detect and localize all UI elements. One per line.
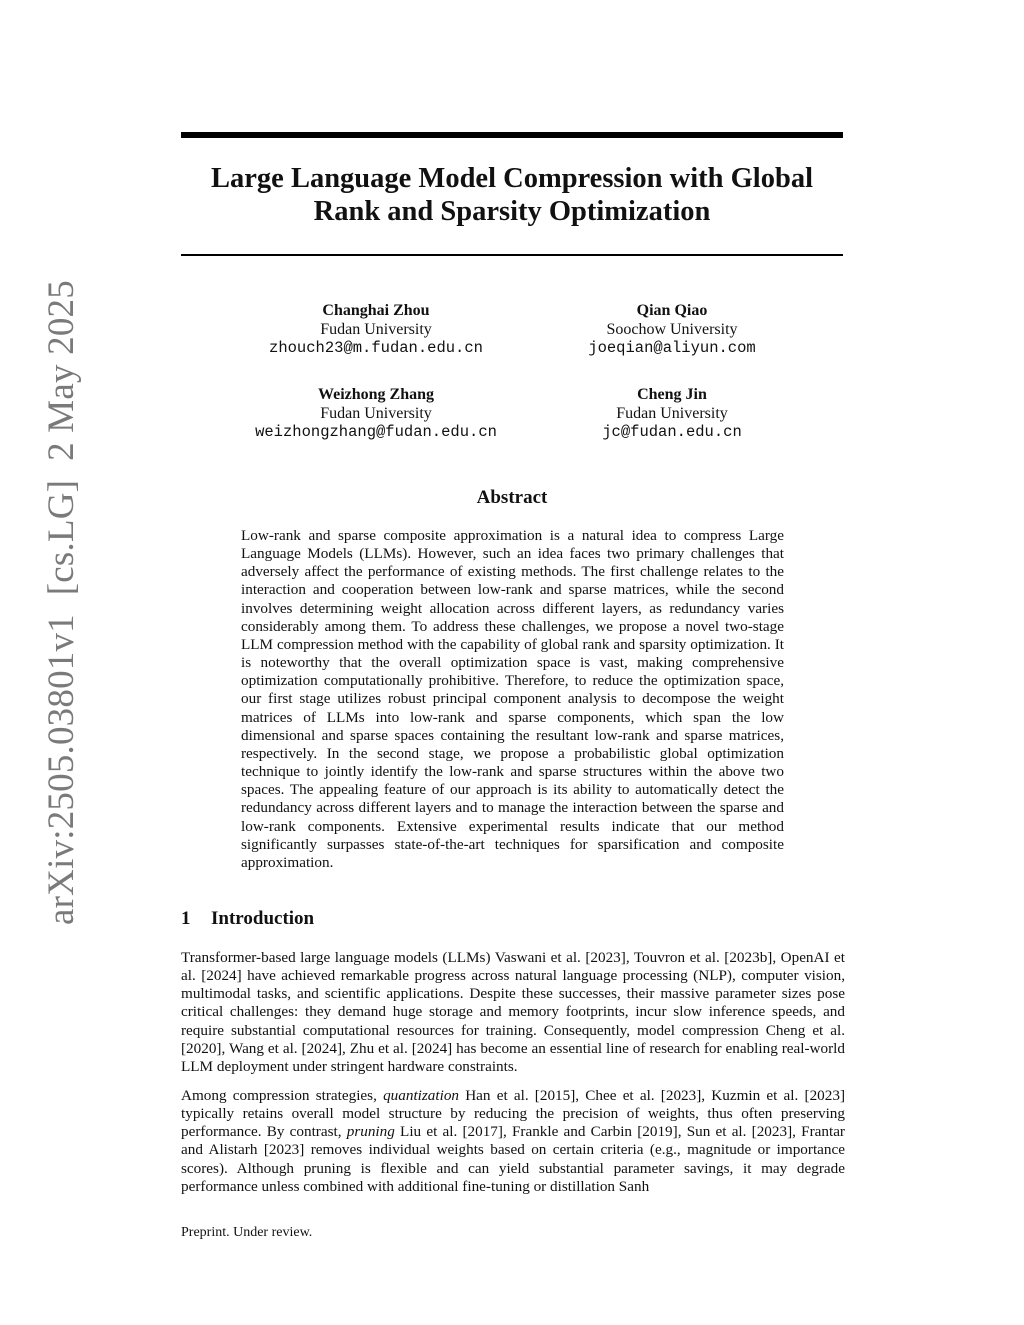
author-email: weizhongzhang@fudan.edu.cn [255,423,497,441]
paragraph-text: Liu et al. [2017], Frankle and Carbin [2019], Sun et al. [2023], Frantar and Alistarh [2023] removes individual weights based on certain criteria (e.g., magnitude or importance scores). Although pruning is flexible and can yield substantial parameter savings, it may degrade performance unless combined with additional fine-tuning or distillation Sanh [181,1123,845,1195]
author-affiliation: Soochow University [606,321,738,338]
author-block [512,301,832,358]
author-name: Weizhong Zhang [317,386,435,403]
preprint-footer: Preprint. Under review. [181,1225,313,1240]
title-line: Large Language Model Compression with Global [211,163,813,194]
paper-title [181,162,843,228]
author-affiliation: Fudan University [320,321,432,338]
emphasized-term: quantization [383,1087,460,1104]
intro-paragraph-1: Transformer-based large language models (LLMs) Vaswani et al. [2023], Touvron et al. [2023b], OpenAI et al. [2024] have achieved remarkable progress across natural language processing (NLP), computer vision, multimodal tasks, and scientific applications. Despite these successes, their massive parameter sizes pose critical challenges: they demand huge storage and memory footprints, incur slow inference speeds, and require substantial computational resources for training. Consequently, model compression Cheng et al. [2020], Wang et al. [2024], Zhu et al. [2024] has become an essential line of research for enabling real-world LLM deployment under stringent hardware constraints. [181,949,845,1075]
author-block [216,385,536,442]
author-affiliation: Fudan University [320,405,432,422]
author-affiliation: Fudan University [616,405,728,422]
section-heading [181,907,314,931]
section-title: Introduction [211,908,315,929]
author-name: Qian Qiao [636,302,708,319]
title-line: Rank and Sparsity Optimization [313,196,711,227]
intro-paragraph-2 [181,1087,845,1196]
section-number: 1 [181,908,191,929]
author-block [216,301,536,358]
title-top-rule [181,132,843,138]
paragraph-text: Among compression strategies, [181,1087,384,1104]
emphasized-term: pruning [346,1123,395,1141]
author-email: jc@fudan.edu.cn [602,423,742,441]
arxiv-identifier-stamp: arXiv:2505.03801v1 [cs.LG] 2 May 2025 [41,280,82,925]
title-bottom-rule [181,254,843,256]
author-name: Cheng Jin [637,386,707,403]
author-email: zhouch23@m.fudan.edu.cn [269,339,483,357]
author-name: Changhai Zhou [322,302,430,319]
paragraph-text: Han et al. [2015], Chee et al. [2023], Kuzmin et al. [2023] typically retains overall model structure by reducing the precision of weights, thus often preserving performance. By contrast, [181,1087,845,1141]
author-block [512,385,832,442]
author-email: joeqian@aliyun.com [588,339,756,357]
abstract-text: Low-rank and sparse composite approximation is a natural idea to compress Large Language Models (LLMs). However, such an idea faces two primary challenges that adversely affect the performance of existing methods. The first challenge relates to the interaction and cooperation between low-rank and sparse matrices, while the second involves determining weight allocation across different layers, as redundancy varies considerably among them. To address these challenges, we propose a novel two-stage LLM compression method with the capability of global rank and sparsity optimization. It is noteworthy that the overall optimization space is vast, making comprehensive optimization computationally prohibitive. Therefore, to reduce the optimization space, our first stage utilizes robust principal component analysis to decompose the weight matrices of LLMs into low-rank and sparse components, which span the low dimensional and sparse spaces containing the resultant low-rank and sparse matrices, respectively. In the second stage, we propose a probabilistic global optimization technique to jointly identify the low-rank and sparse structures within the above two spaces. The appealing feature of our approach is its ability to automatically detect the redundancy across different layers and to manage the interaction between the sparse and low-rank components. Extensive experimental results indicate that our method significantly surpasses state-of-the-art techniques for sparsification and composite approximation. [241,527,784,871]
abstract-heading: Abstract [476,487,548,508]
